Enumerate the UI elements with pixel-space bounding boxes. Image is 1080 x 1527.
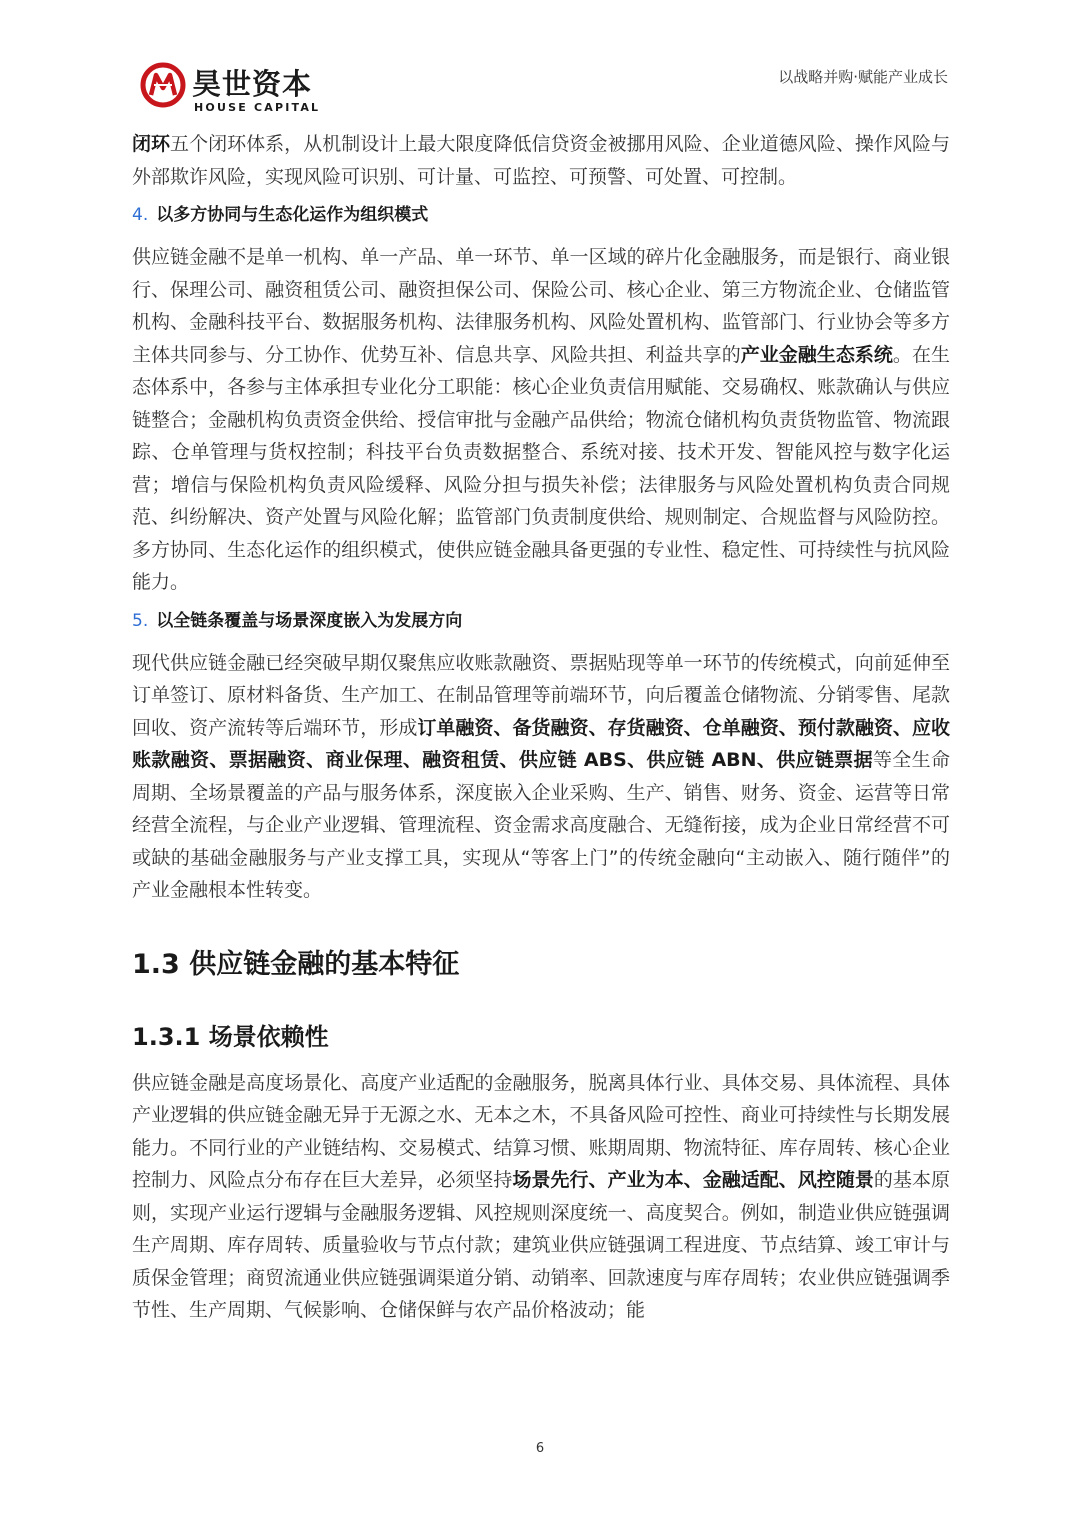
page-number: 6 (535, 1441, 545, 1456)
header-slogan: 以战略并购·赋能产业成长 (778, 68, 948, 86)
section-heading: 1.3 供应链金融的基本特征 (132, 948, 460, 980)
paragraph-text: 供应链金融是高度场景化、高度产业适配的金融服务，脱离具体行业、具体交易、具体流程、具体产业逻辑的供应链金融无异于无源之水、无本之木，不具备风险可控性、商业可持续性与长期发展能力。不同行业的产业链结构、交易模式、结算习惯、账期周期、物流特征、库存周转、核心企业控制力、风险点分布存在巨大差异，必须坚持 (132, 1071, 950, 1191)
bold-term: 产业金融生态系统 (740, 343, 893, 366)
paragraph-full-chain (132, 647, 950, 907)
paragraph-text: 等全生命周期、全场景覆盖的产品与服务体系，深度嵌入企业采购、生产、销售、财务、资金、运营等日常经营全流程，与企业产业逻辑、管理流程、资金需求高度融合、无缝衔接，成为企业日常经营不可或缺的基础金融服务与产业支撑工具，实现从“等客上门”的传统金融向“主动嵌入、随行随伴”的产业金融根本性转变。 (132, 749, 950, 901)
paragraph-text: 五个闭环体系，从机制设计上最大限度降低信贷资金被挪用风险、企业道德风险、操作风险与外部欺诈风险，实现风险可识别、可计量、可监控、可预警、可处置、可控制。 (132, 133, 950, 188)
page-header (0, 0, 1080, 130)
paragraph-text: 的基本原则，实现产业运行逻辑与金融服务逻辑、风控规则深度统一、高度契合。例如，制造业供应链强调生产周期、库存周转、质量验收与节点付款；建筑业供应链强调工程进度、节点结算、竣工审计与质保金管理；商贸流通业供应链强调渠道分销、动销率、回款速度与库存周转；农业供应链强调季节性、生产周期、气候影响、仓储保鲜与农产品价格波动；能 (132, 1169, 950, 1321)
heading-number: 5. (132, 610, 149, 631)
heading-text: 以全链条覆盖与场景深度嵌入为发展方向 (156, 610, 463, 631)
numbered-heading-4 (132, 199, 950, 231)
paragraph-text: 现代供应链金融已经突破早期仅聚焦应收账款融资、票据贴现等单一环节的传统模式，向前延伸至订单签订、原材料备货、生产加工、在制品管理等前端环节，向后覆盖仓储物流、分销零售、尾款回收、资产流转等后端环节，形成 (132, 651, 950, 739)
house-capital-logo-icon (140, 62, 186, 108)
bold-term: 闭环 (132, 133, 171, 155)
paragraph-text: 供应链金融不是单一机构、单一产品、单一环节、单一区域的碎片化金融服务，而是银行、商业银行、保理公司、融资租赁公司、融资担保公司、保险公司、核心企业、第三方物流企业、仓储监管机构、金融科技平台、数据服务机构、法律服务机构、风险处置机构、监管部门、行业协会等多方主体共同参与、分工协作、优势互补、信息共享、风险共担、利益共享的 (132, 246, 950, 366)
company-logo (140, 62, 340, 122)
numbered-heading-5 (132, 605, 950, 637)
logo-english-name: HOUSE CAPITAL (194, 101, 321, 114)
heading-text: 以多方协同与生态化运作为组织模式 (156, 205, 429, 225)
paragraph-closed-loop (132, 128, 950, 193)
bold-term: 订单融资、备货融资、存货融资、仓单融资、预付款融资、应收账款融资、票据融资、商业保理、融资租赁、供应链 ABS、供应链 ABN、供应链票据 (132, 716, 950, 771)
bold-term: 场景先行、产业为本、金融适配、风控随景 (512, 1169, 874, 1191)
paragraph-ecosystem (132, 241, 950, 599)
logo-chinese-name: 昊世资本 (192, 67, 313, 101)
paragraph-text: 。在生态体系中，各参与主体承担专业化分工职能：核心企业负责信用赋能、交易确权、账款确认与供应链整合；金融机构负责资金供给、授信审批与金融产品供给；物流仓储机构负责货物监管、物流跟踪、仓单管理与货权控制；科技平台负责数据整合、系统对接、技术开发、智能风控与数字化运营；增信与保险机构负责风险缓释、风险分担与损失补偿；法律服务与风险处置机构负责合同规范、纠纷解决、资产处置与风险化解；监管部门负责制度供给、规则制定、合规监督与风险防控。多方协同、生态化运作的组织模式，使供应链金融具备更强的专业性、稳定性、可持续性与抗风险能力。 (132, 343, 950, 593)
subsection-heading: 1.3.1 场景依赖性 (132, 1022, 329, 1051)
heading-number: 4. (132, 205, 149, 225)
page-content (132, 128, 950, 1327)
paragraph-scenario-dependency (132, 1067, 950, 1327)
